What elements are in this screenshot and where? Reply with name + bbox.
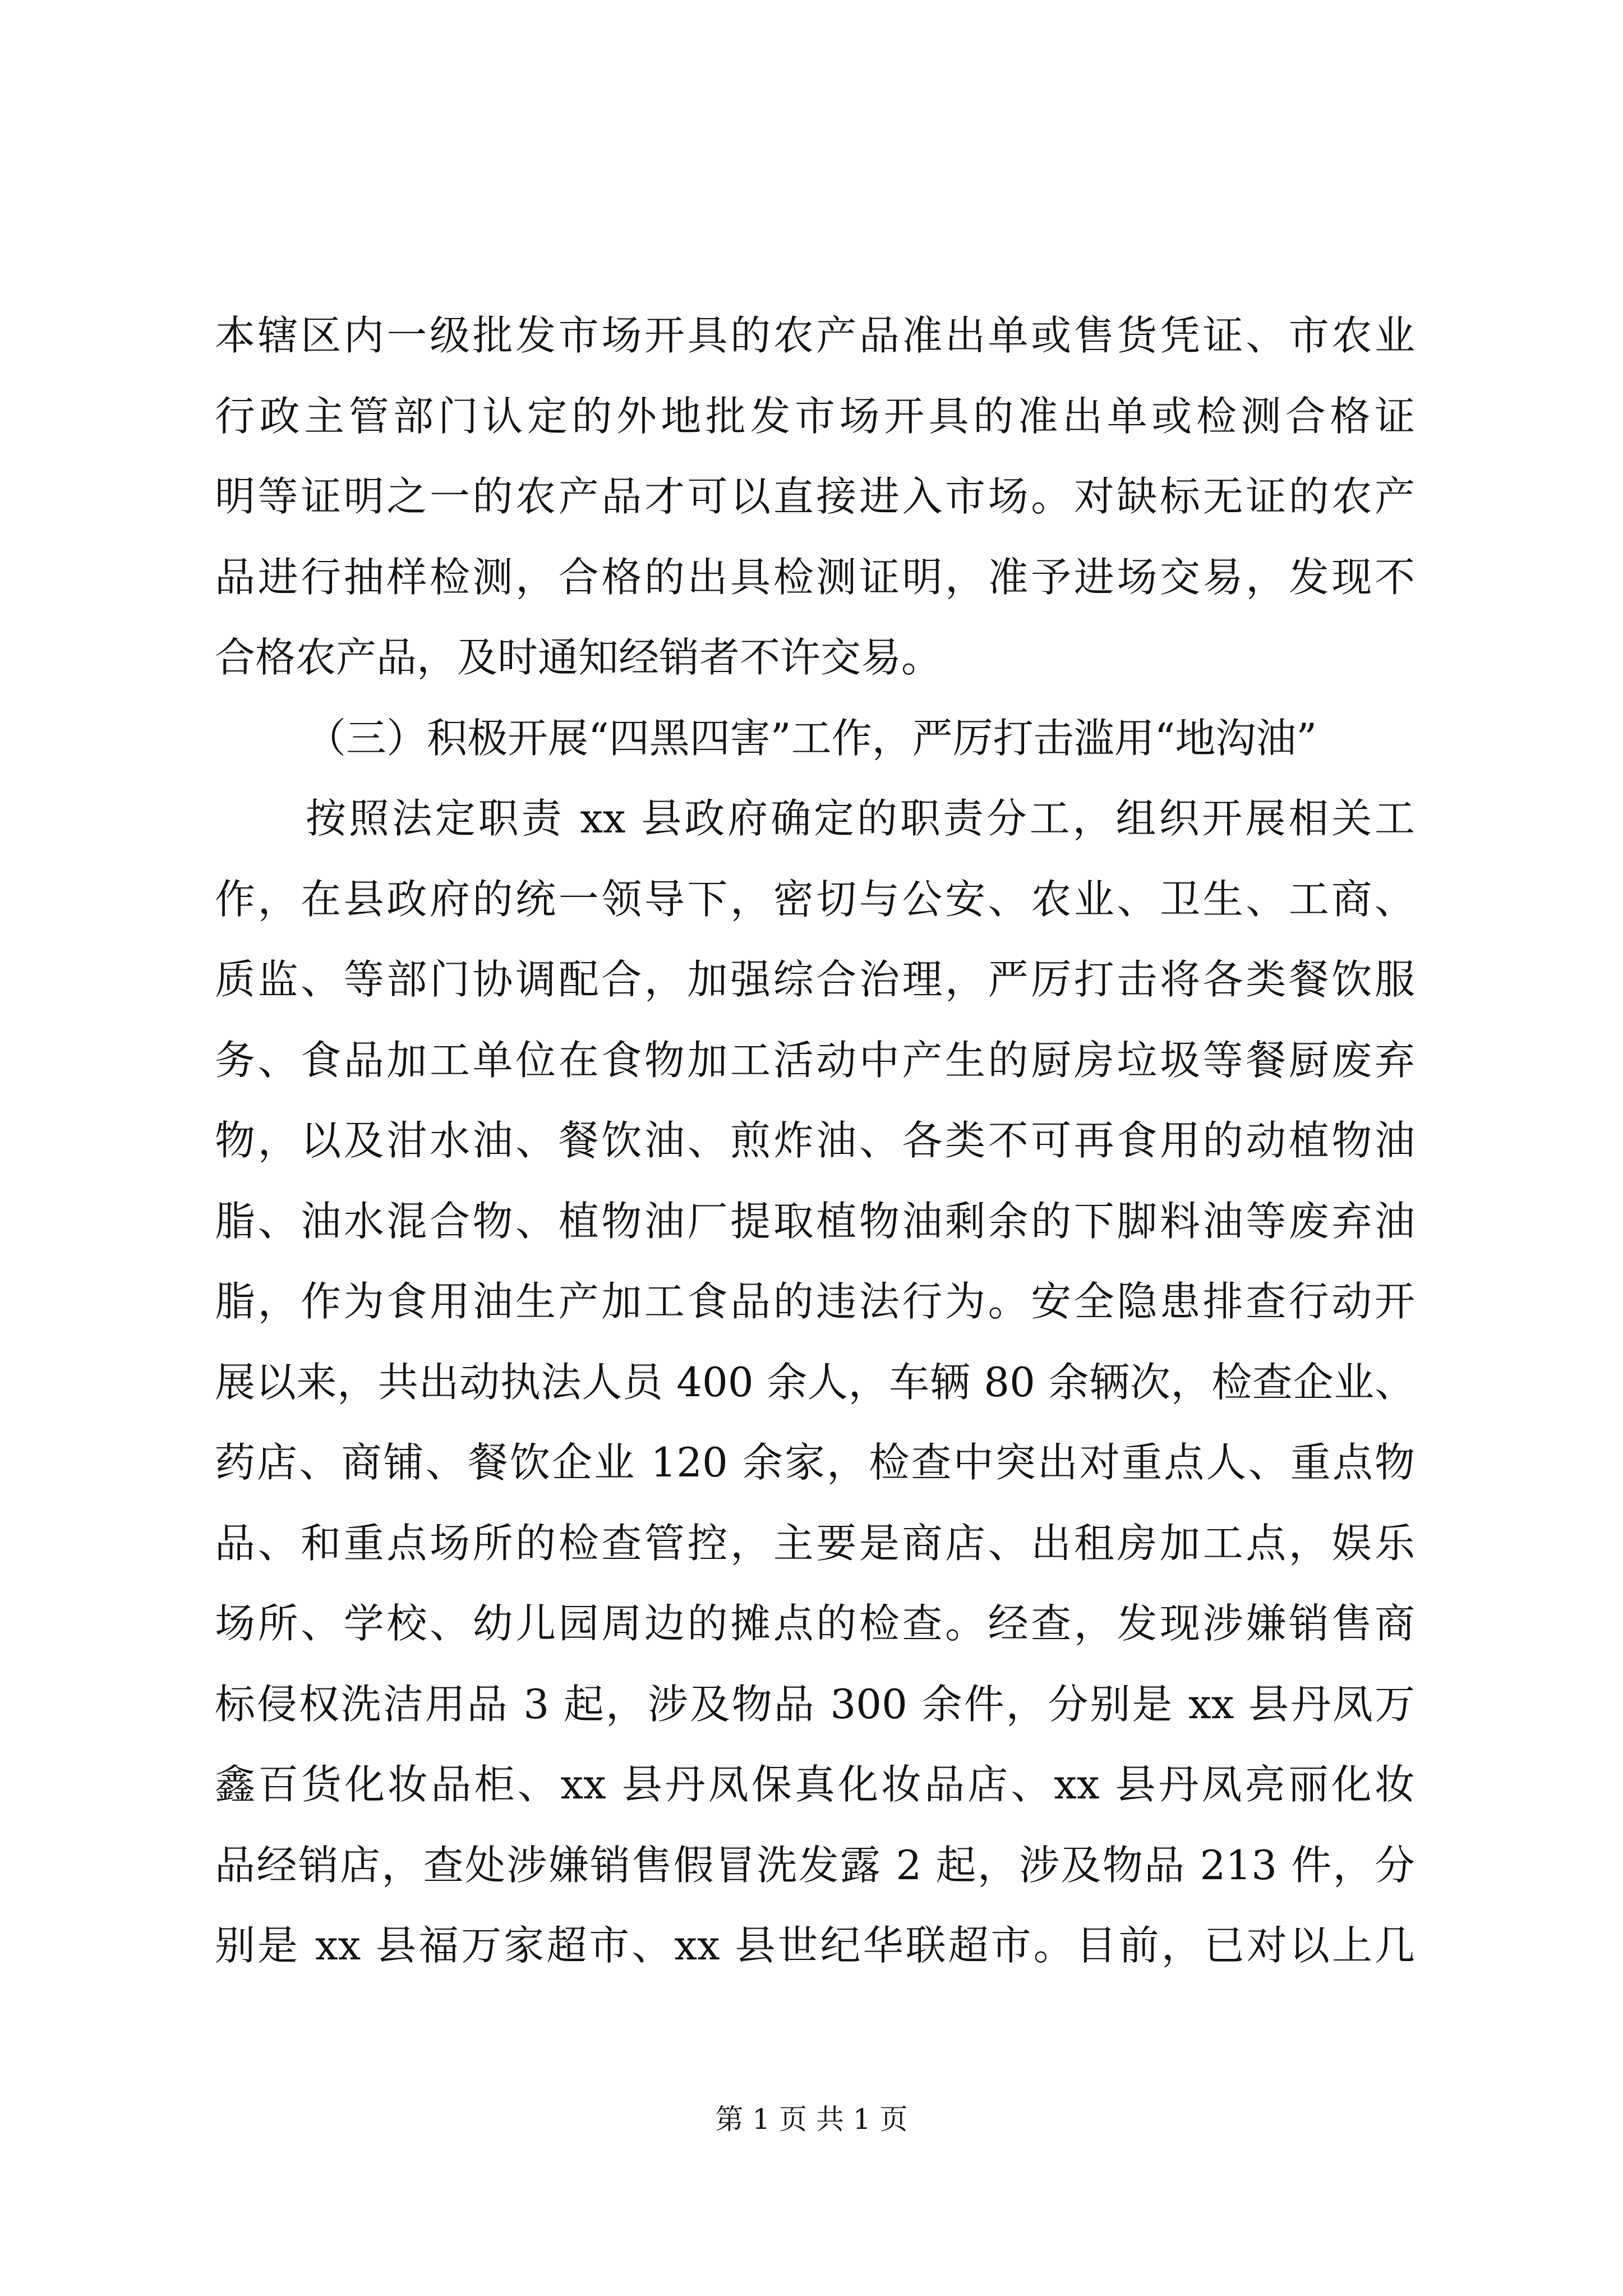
body-line: 品经销店，查处涉嫌销售假冒洗发露 2 起，涉及物品 213 件，分 xyxy=(215,1841,1415,1889)
body-line: 本辖区内一级批发市场开具的农产品准出单或售货凭证、市农业 xyxy=(215,312,1415,359)
page-footer: 第 1 页 共 1 页 xyxy=(715,2103,908,2136)
body-line: 品、和重点场所的检查管控，主要是商店、出租房加工点，娱乐 xyxy=(215,1519,1415,1567)
body-line: 脂，作为食用油生产加工食品的违法行为。安全隐患排查行动开 xyxy=(215,1278,1415,1325)
body-line: 别是 xx 县福万家超市、xx 县世纪华联超市。目前，已对以上几 xyxy=(215,1922,1415,1969)
body-line: 合格农产品，及时通知经销者不许交易。 xyxy=(215,634,942,681)
body-line: 鑫百货化妆品柜、xx 县丹凤保真化妆品店、xx 县丹凤亮丽化妆 xyxy=(215,1761,1415,1808)
body-line: 按照法定职责 xx 县政府确定的职责分工，组织开展相关工 xyxy=(306,795,1415,842)
body-line: 标侵权洗洁用品 3 起，涉及物品 300 余件，分别是 xx 县丹凤万 xyxy=(215,1680,1415,1728)
body-line: 脂、油水混合物、植物油厂提取植物油剩余的下脚料油等废弃油 xyxy=(215,1197,1415,1245)
body-line: 行政主管部门认定的外地批发市场开具的准出单或检测合格证 xyxy=(215,392,1415,440)
document-body xyxy=(215,296,1415,1986)
body-line: 药店、商铺、餐饮企业 120 余家，检查中突出对重点人、重点物 xyxy=(215,1439,1415,1486)
body-line: 场所、学校、幼儿园周边的摊点的检查。经查，发现涉嫌销售商 xyxy=(215,1600,1415,1647)
body-line: 明等证明之一的农产品才可以直接进入市场。对缺标无证的农产 xyxy=(215,473,1415,520)
body-line: 质监、等部门协调配合，加强综合治理，严厉打击将各类餐饮服 xyxy=(215,956,1415,1003)
body-line: 展以来，共出动执法人员 400 余人，车辆 80 余辆次，检查企业、 xyxy=(215,1358,1415,1406)
body-line: 务、食品加工单位在食物加工活动中产生的厨房垃圾等餐厨废弃 xyxy=(215,1036,1415,1084)
body-line: 作，在县政府的统一领导下，密切与公安、农业、卫生、工商、 xyxy=(215,875,1415,923)
section-heading: （三）积极开展“四黑四害”工作，严厉打击滥用“地沟油” xyxy=(306,714,1317,762)
body-line: 品进行抽样检测，合格的出具检测证明，准予进场交易，发现不 xyxy=(215,553,1415,601)
body-line: 物，以及泔水油、餐饮油、煎炸油、各类不可再食用的动植物油 xyxy=(215,1117,1415,1164)
